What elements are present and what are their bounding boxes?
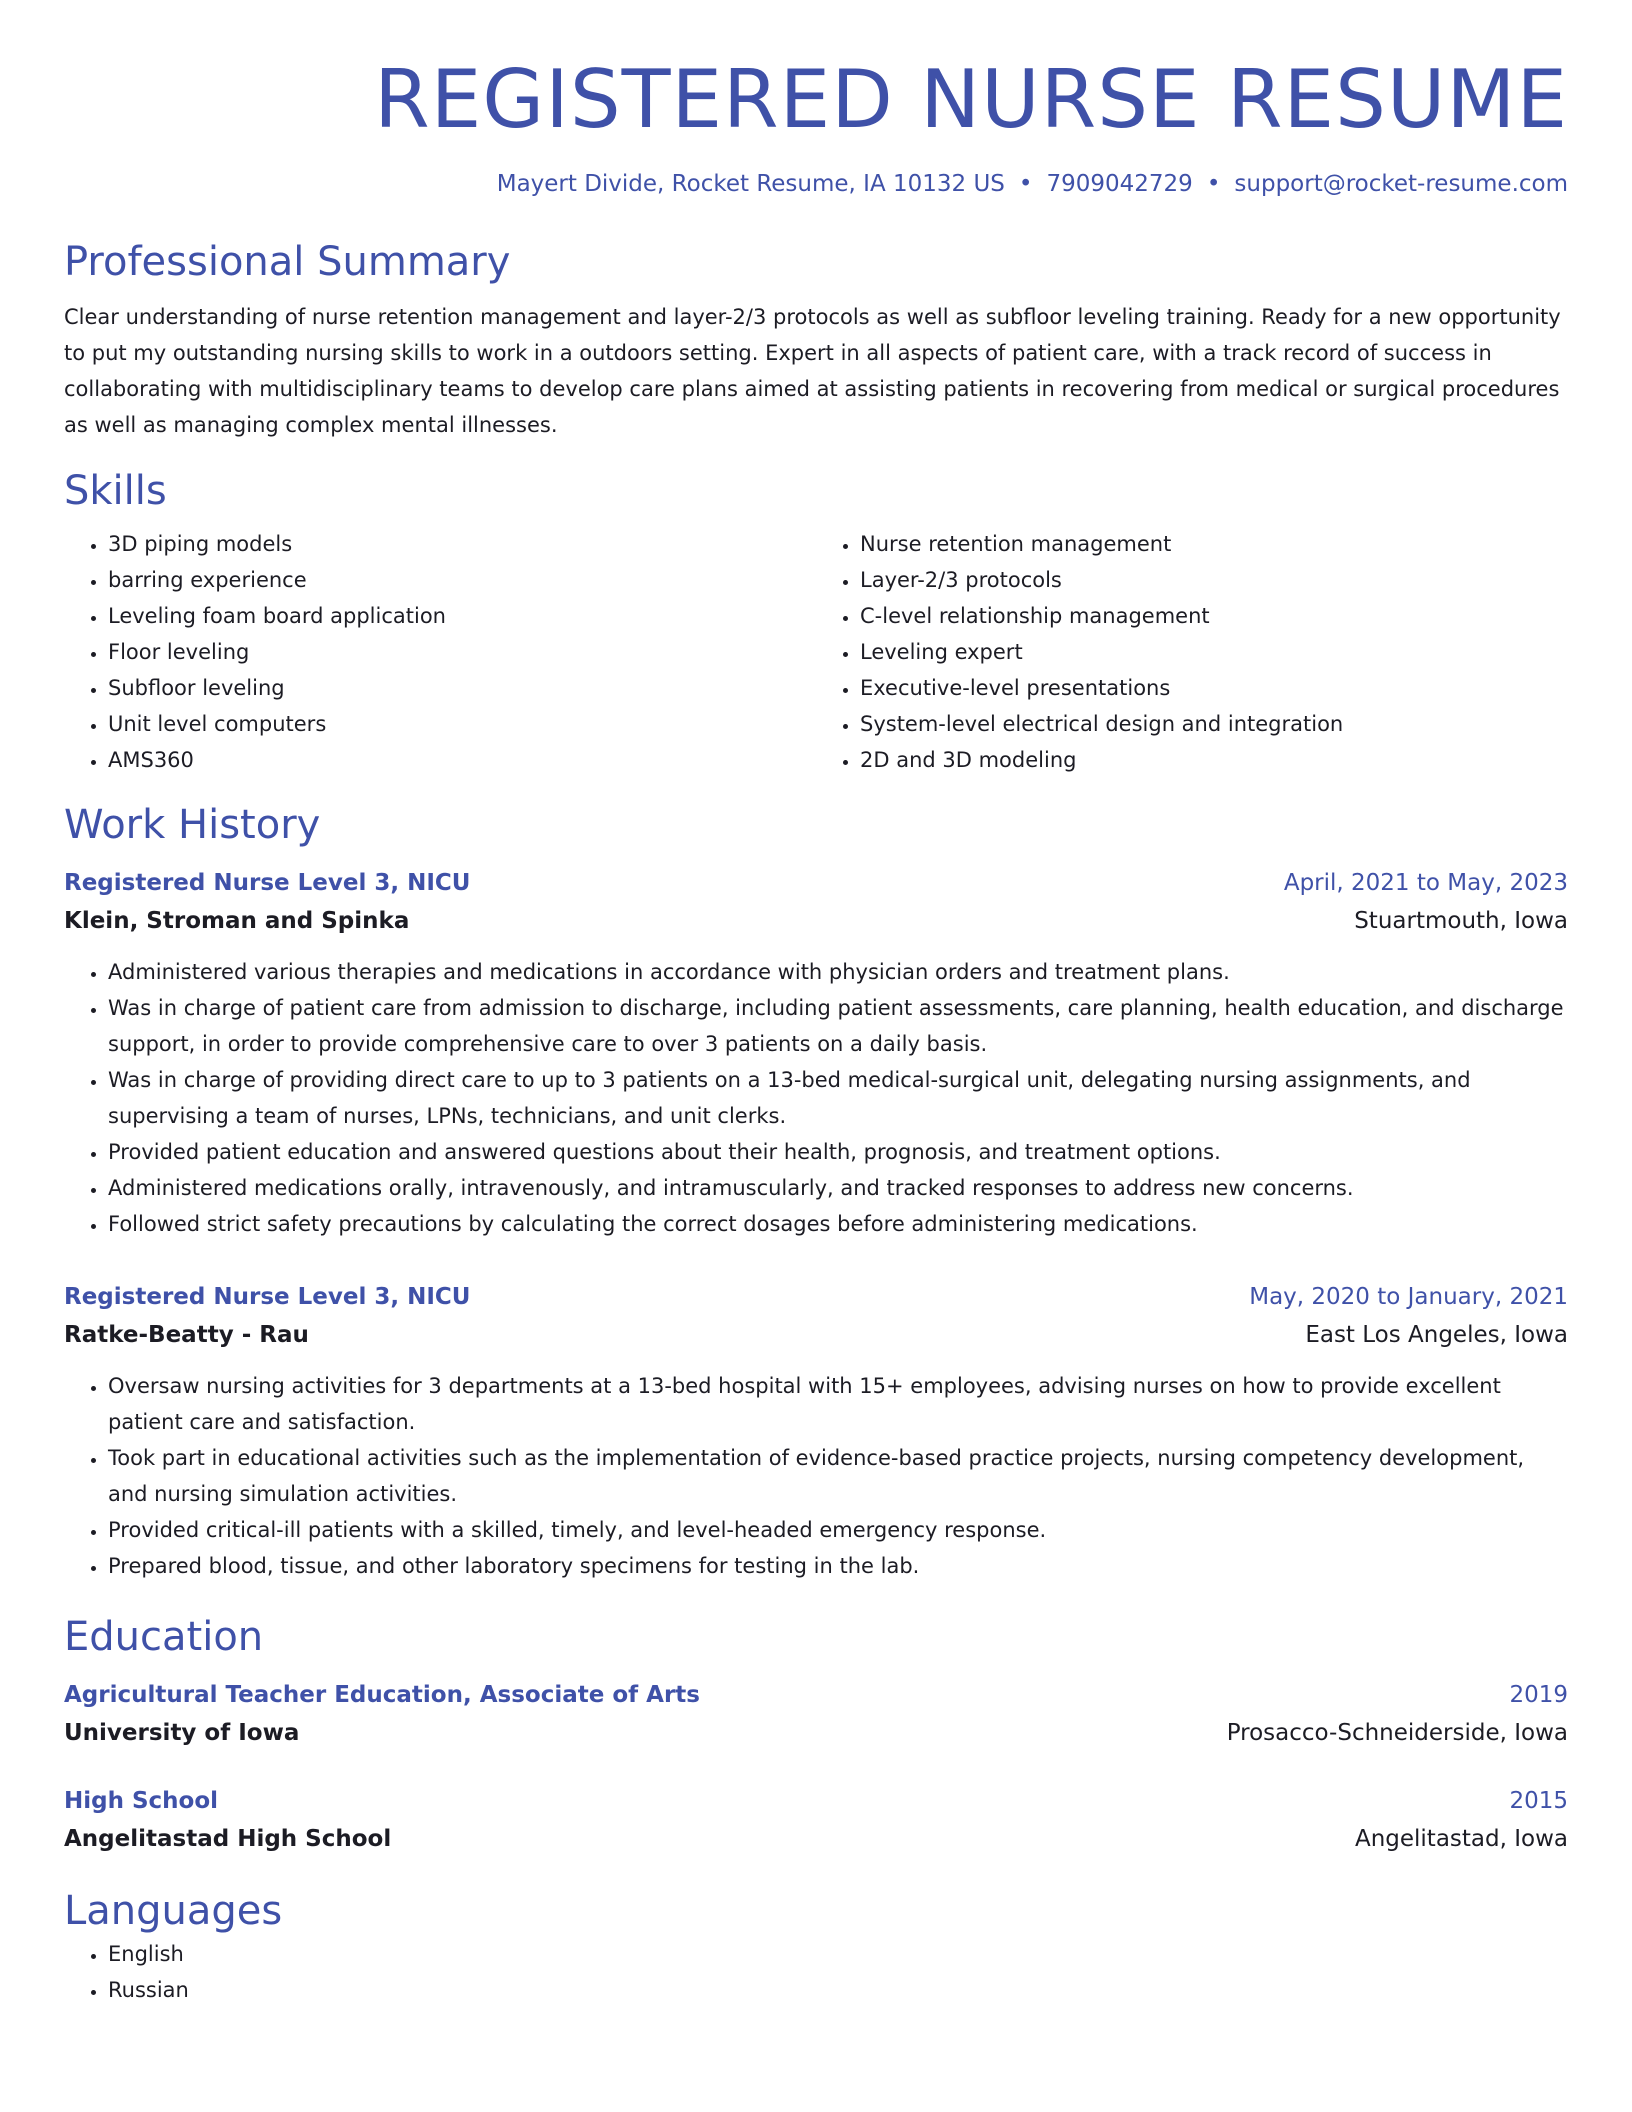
contact-email[interactable]: support@rocket-resume.com xyxy=(1234,171,1568,197)
job-duty: • Took part in educational activities such as the implementation of evidence-based practice projects, nursing competency development, and nursing simulation activities. xyxy=(108,1440,1568,1512)
contact-phone: 7909042729 xyxy=(1046,171,1193,197)
language-item: • English xyxy=(108,1936,1568,1972)
skill-item: • Layer-2/3 protocols xyxy=(860,562,1568,598)
skill-item: • barring experience xyxy=(108,562,816,598)
skill-item: • Floor leveling xyxy=(108,634,816,670)
skill-item: • 2D and 3D modeling xyxy=(860,742,1568,778)
skills-list-right xyxy=(816,526,1568,778)
job-entry xyxy=(64,864,1568,1242)
job-duties xyxy=(64,954,1568,1242)
skills-columns xyxy=(64,526,1568,778)
summary-heading: Professional Summary xyxy=(64,239,511,285)
education-degree: High School xyxy=(64,1788,219,1814)
education-school: University of Iowa xyxy=(64,1720,300,1746)
job-duty: • Followed strict safety precautions by calculating the correct dosages before administering medications. xyxy=(108,1206,1568,1242)
job-duty: • Was in charge of providing direct care to up to 3 patients on a 13-bed medical-surgical unit, delegating nursing assignments, and supervising a team of nurses, LPNs, technicians, and unit clerks. xyxy=(108,1062,1568,1134)
work-history-heading: Work History xyxy=(64,802,321,848)
job-duty: • Provided patient education and answered questions about their health, prognosis, and treatment options. xyxy=(108,1134,1568,1170)
skill-item: • Unit level computers xyxy=(108,706,816,742)
education-school: Angelitastad High School xyxy=(64,1826,392,1852)
skill-item: • Leveling expert xyxy=(860,634,1568,670)
job-role: Registered Nurse Level 3, NICU xyxy=(64,1284,471,1310)
language-item: • Russian xyxy=(108,1972,1568,2008)
skill-item: • Subfloor leveling xyxy=(108,670,816,706)
education-subheader xyxy=(64,1714,1568,1752)
education-location: Angelitastad, Iowa xyxy=(1354,1826,1568,1852)
job-duty: • Was in charge of patient care from admission to discharge, including patient assessments, care planning, health education, and discharge support, in order to provide comprehensive care to over 3 patients on a daily basis. xyxy=(108,990,1568,1062)
job-entry xyxy=(64,1278,1568,1584)
job-company: Klein, Stroman and Spinka xyxy=(64,908,410,934)
education-year: 2015 xyxy=(1509,1788,1568,1814)
skill-item: • C-level relationship management xyxy=(860,598,1568,634)
job-subheader xyxy=(64,1316,1568,1354)
skills-heading: Skills xyxy=(64,468,167,514)
job-duty: • Administered medications orally, intravenously, and intramuscularly, and tracked responses to address new concerns. xyxy=(108,1170,1568,1206)
education-subheader xyxy=(64,1820,1568,1858)
education-entry xyxy=(64,1782,1568,1858)
job-role: Registered Nurse Level 3, NICU xyxy=(64,870,471,896)
education-degree: Agricultural Teacher Education, Associate of Arts xyxy=(64,1682,700,1708)
education-year: 2019 xyxy=(1509,1682,1568,1708)
contact-line xyxy=(64,168,1568,200)
contact-separator: • xyxy=(1206,171,1221,197)
job-subheader xyxy=(64,902,1568,940)
job-duty: • Oversaw nursing activities for 3 departments at a 13-bed hospital with 15+ employees, advising nurses on how to provide excellent patient care and satisfaction. xyxy=(108,1368,1568,1440)
skill-item: • Executive-level presentations xyxy=(860,670,1568,706)
contact-separator: • xyxy=(1018,171,1033,197)
job-company: Ratke-Beatty - Rau xyxy=(64,1322,309,1348)
languages-list xyxy=(64,1936,1568,2008)
contact-address: Mayert Divide, Rocket Resume, IA 10132 US xyxy=(496,171,1005,197)
job-location: East Los Angeles, Iowa xyxy=(1305,1322,1568,1348)
resume-title: REGISTERED NURSE RESUME xyxy=(374,53,1568,146)
job-duty: • Administered various therapies and medications in accordance with physician orders and treatment plans. xyxy=(108,954,1568,990)
skill-item: • AMS360 xyxy=(108,742,816,778)
job-duty: • Prepared blood, tissue, and other laboratory specimens for testing in the lab. xyxy=(108,1548,1568,1584)
skill-item: • Nurse retention management xyxy=(860,526,1568,562)
job-dates: April, 2021 to May, 2023 xyxy=(1283,870,1568,896)
education-entry xyxy=(64,1676,1568,1752)
job-header xyxy=(64,864,1568,902)
skills-list-left xyxy=(64,526,816,778)
job-header xyxy=(64,1278,1568,1316)
skill-item: • Leveling foam board application xyxy=(108,598,816,634)
summary-text: Clear understanding of nurse retention management and layer-2/3 protocols as well as subfloor leveling training. Ready for a new opportunity to put my outstanding nursing skills to work in a outdoors setting. Expert in all aspects of patient care, with a track record of success in collaborating with multidisciplinary teams to develop care plans aimed at assisting patients in recovering from medical or surgical procedures as well as managing complex mental illnesses. xyxy=(64,305,1561,437)
education-header xyxy=(64,1782,1568,1820)
education-header xyxy=(64,1676,1568,1714)
skill-item: • System-level electrical design and integration xyxy=(860,706,1568,742)
education-heading: Education xyxy=(64,1614,264,1660)
job-duty: • Provided critical-ill patients with a skilled, timely, and level-headed emergency response. xyxy=(108,1512,1568,1548)
education-location: Prosacco-Schneiderside, Iowa xyxy=(1226,1720,1568,1746)
job-dates: May, 2020 to January, 2021 xyxy=(1249,1284,1568,1310)
job-location: Stuartmouth, Iowa xyxy=(1354,908,1568,934)
job-duties xyxy=(64,1368,1568,1584)
skill-item: • 3D piping models xyxy=(108,526,816,562)
languages-heading: Languages xyxy=(64,1888,283,1934)
